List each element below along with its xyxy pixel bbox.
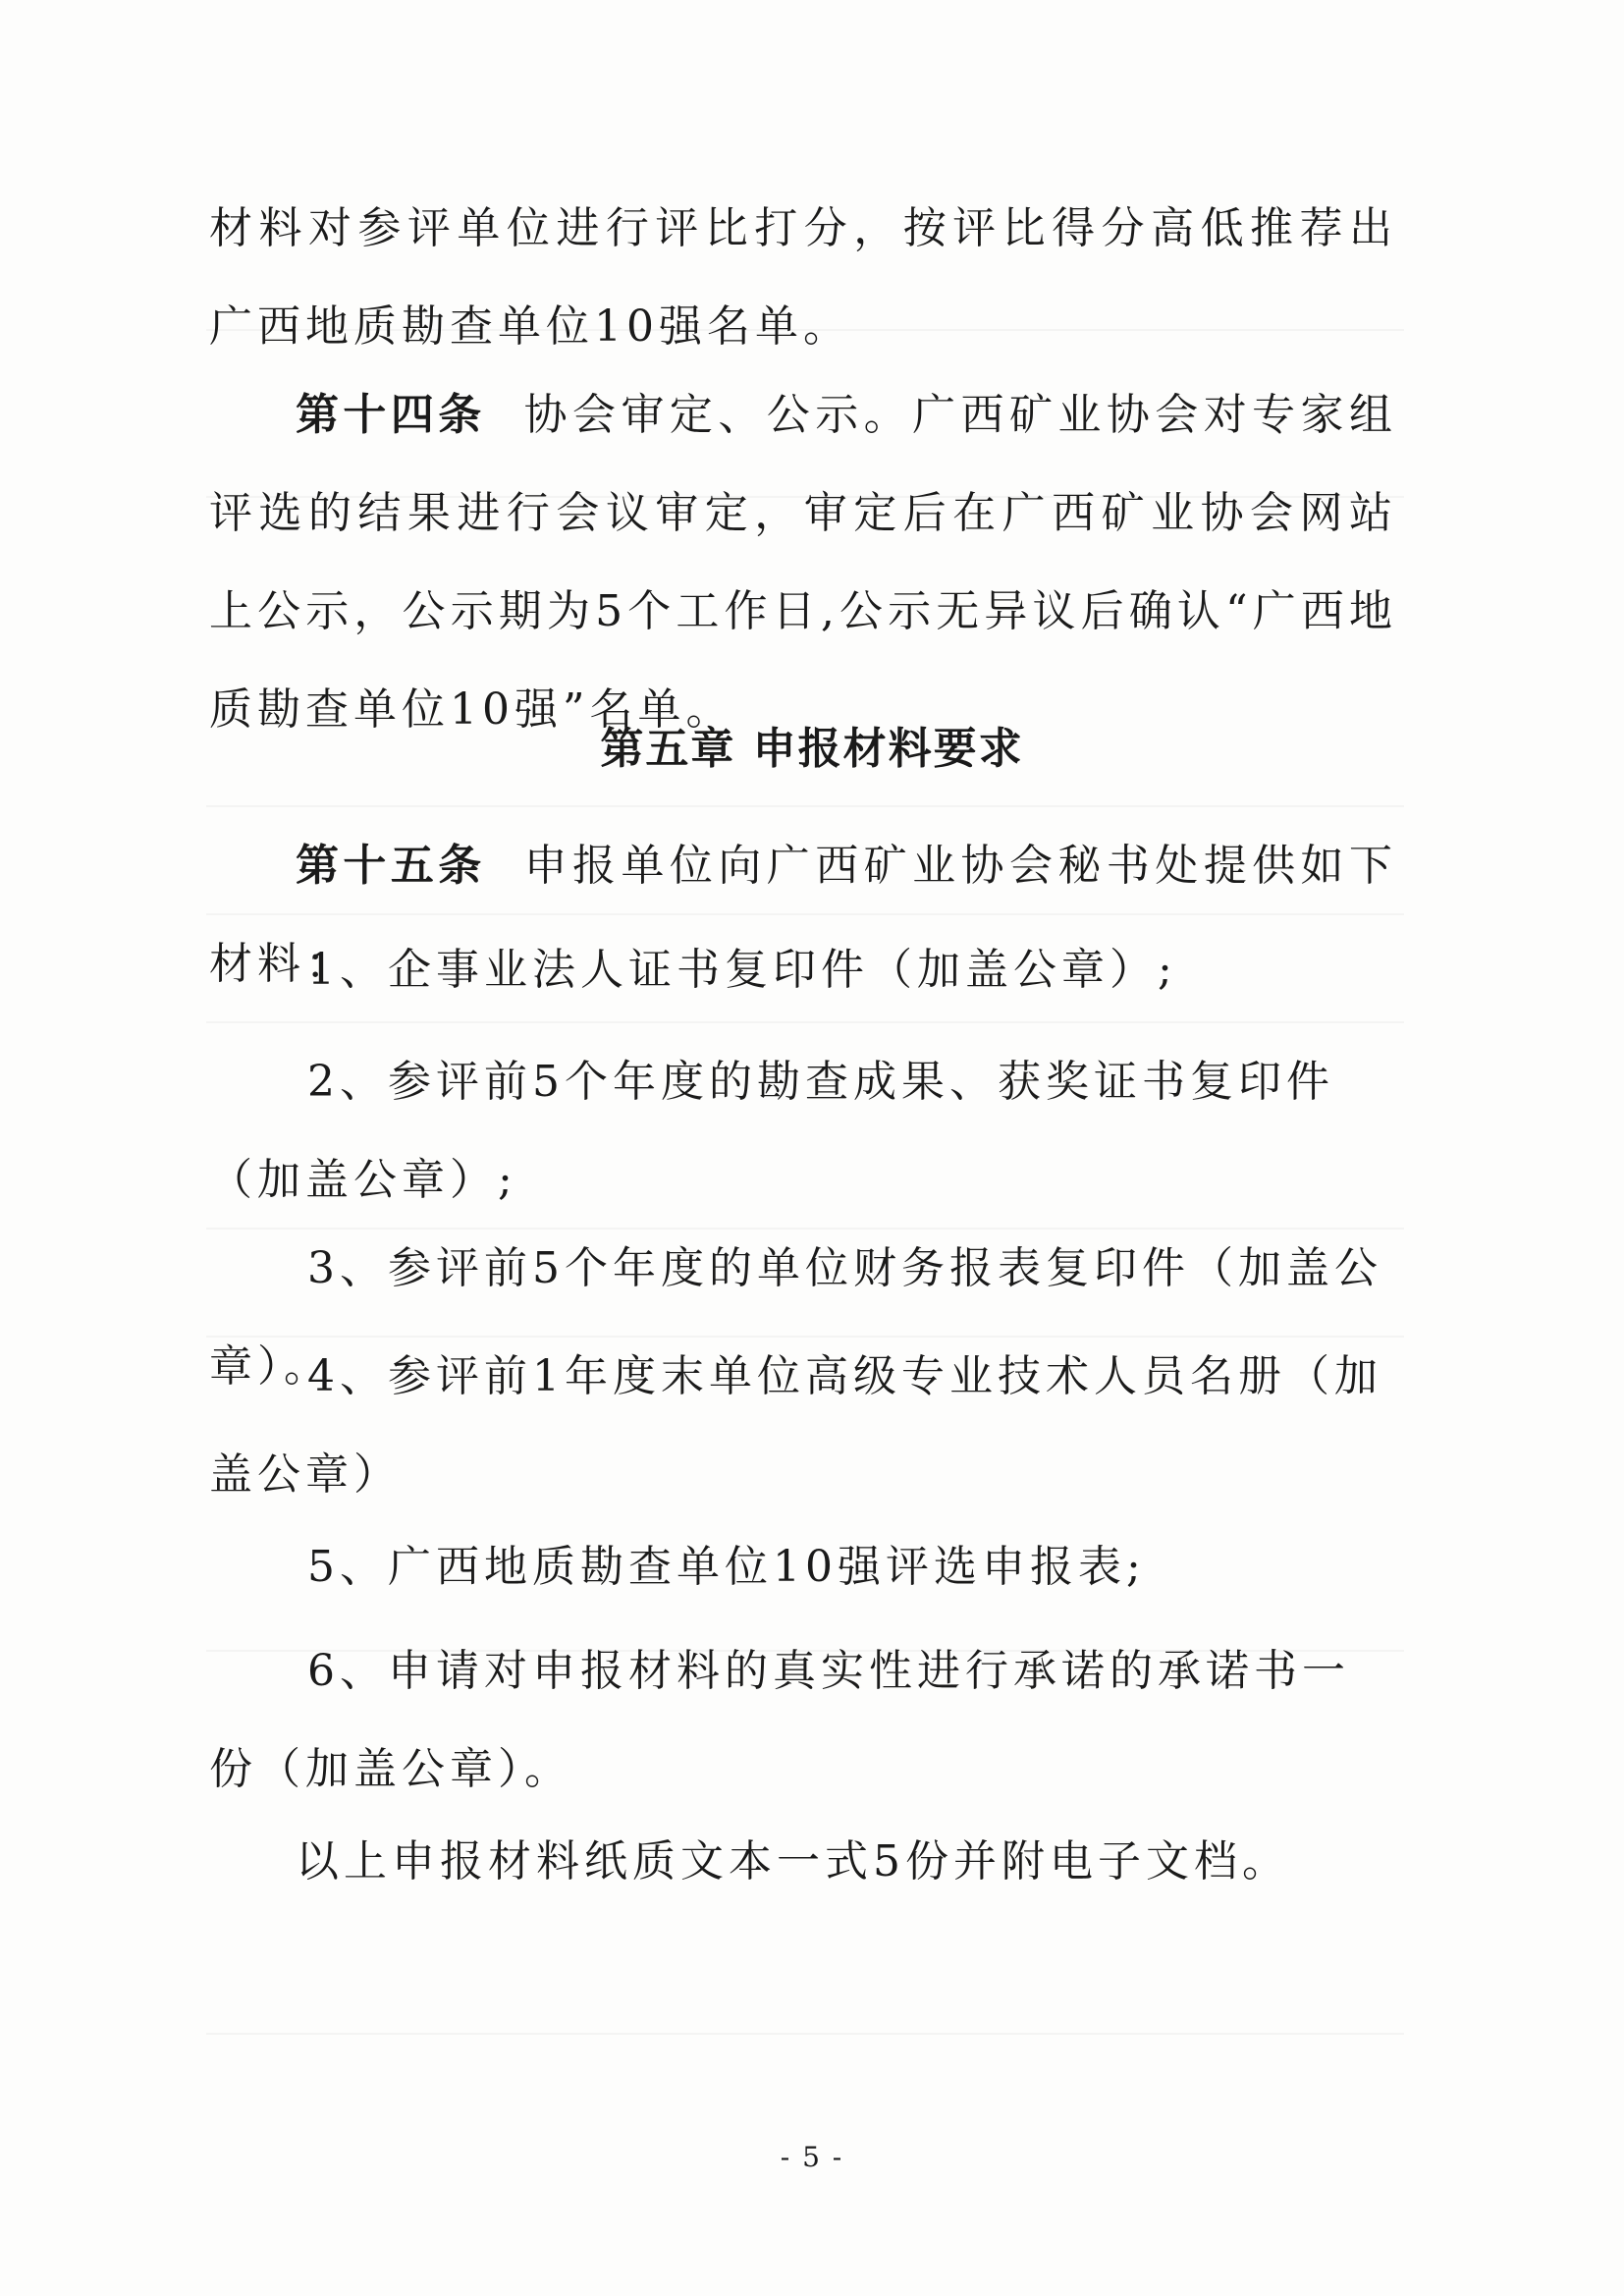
show-through-line [206,805,1404,807]
article-15-label: 第十五条 [296,841,486,891]
continuation-paragraph: 材料对参评单位进行评比打分，按评比得分高低推荐出广西地质勘查单位10强名单。 [209,203,1397,352]
article-14-label: 第十四条 [296,390,486,440]
material-item-1: 1、企事业法人证书复印件（加盖公章）; [307,945,1177,995]
show-through-line [206,2033,1404,2035]
chapter-title: 第五章 申报材料要求 [600,724,1024,774]
show-through-line [206,1021,1404,1023]
material-item-2: 2、参评前5个年度的勘查成果、获奖证书复印件（加盖公章）; [209,1057,1334,1205]
material-item-3: 3、参评前5个年度的单位财务报表复印件（加盖公章）。 [209,1243,1382,1392]
page-number: - 5 - [780,2141,844,2173]
material-item-5: 5、广西地质勘查单位10强评选申报表; [307,1542,1146,1592]
article-15-text: 申报单位向广西矿业协会秘书处提供如下材料： [209,841,1397,989]
article-14-text: 协会审定、公示。广西矿业协会对专家组评选的结果进行会议审定，审定后在广西矿业协会网站上公示，公示期为5个工作日,公示无异议后确认“广西地质勘查单位10强”名单。 [209,390,1397,735]
material-item-6: 6、申请对申报材料的真实性进行承诺的承诺书一份（加盖公章）。 [209,1646,1350,1794]
material-item-4: 4、参评前1年度末单位高级专业技术人员名册（加盖公章） [209,1351,1382,1500]
article-14-paragraph [209,366,1397,759]
closing-paragraph: 以上申报材料纸质文本一式5份并附电子文档。 [296,1836,1290,1886]
